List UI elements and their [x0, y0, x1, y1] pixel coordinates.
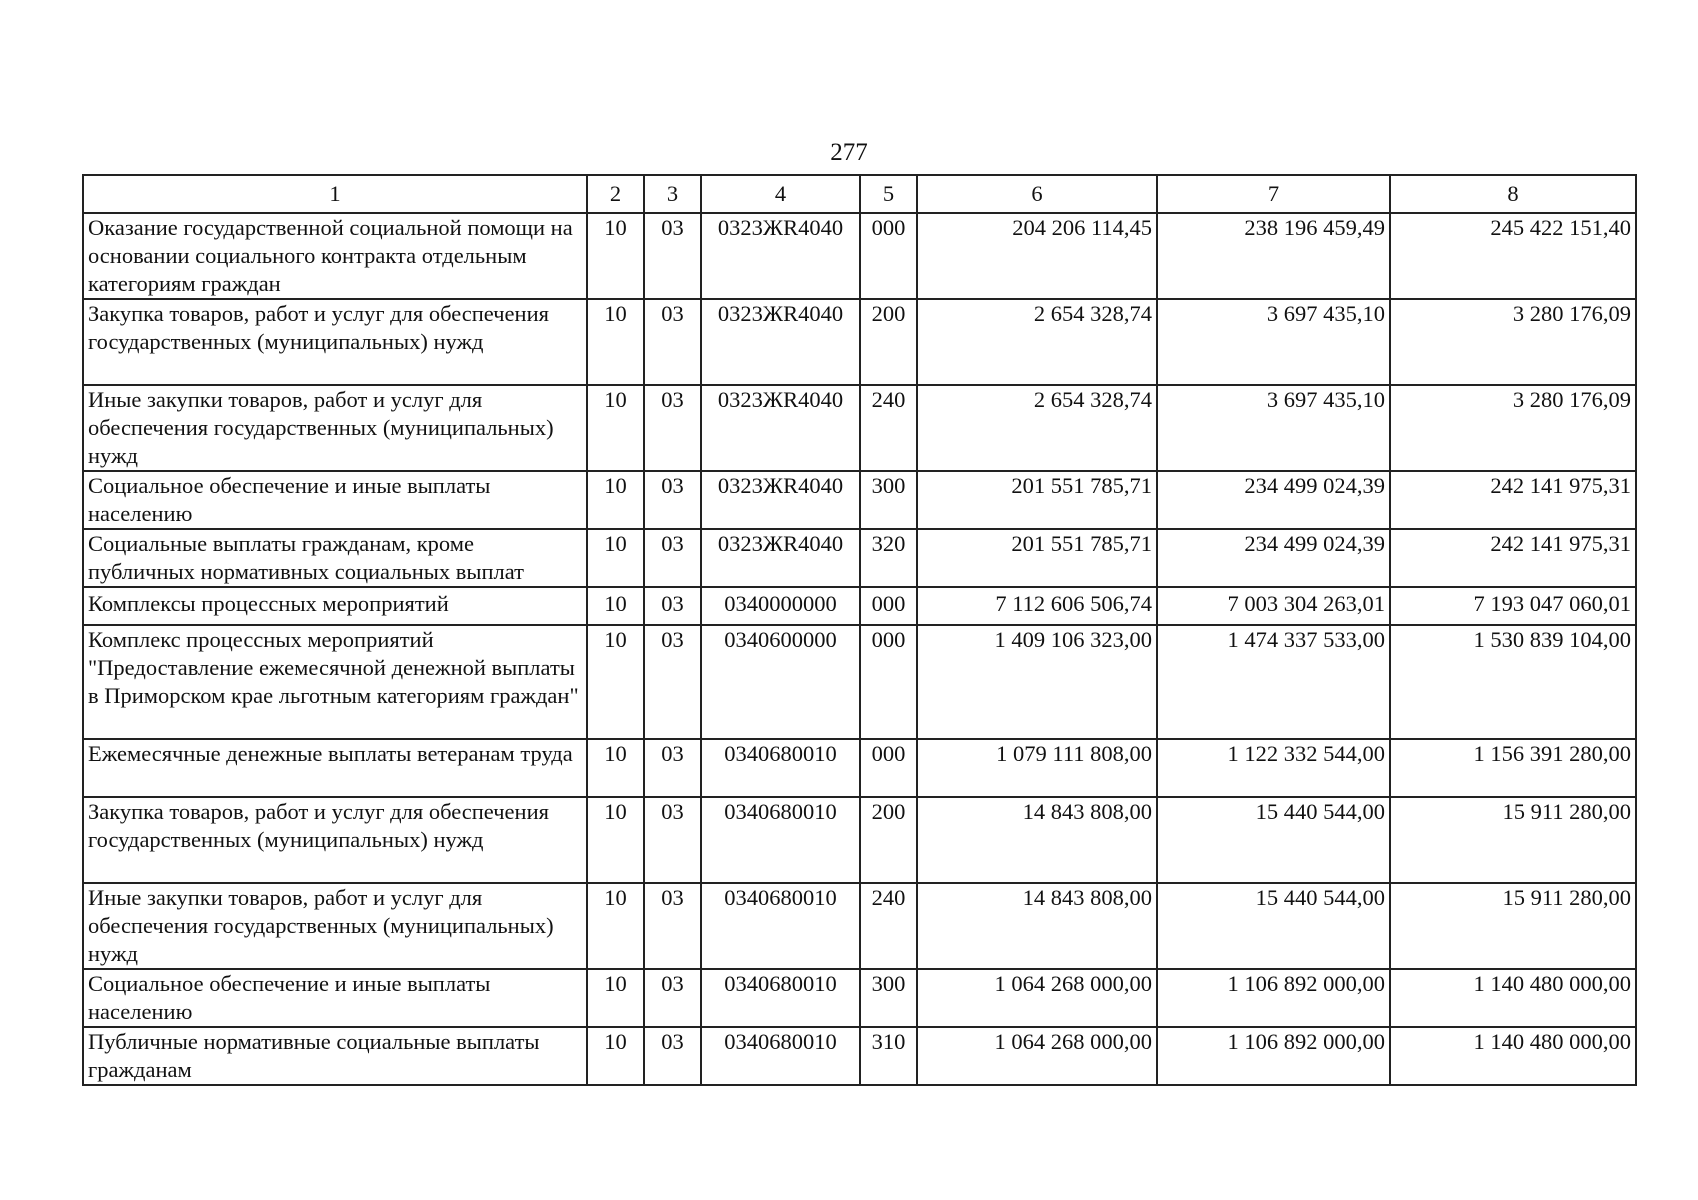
section-code: 10	[587, 797, 644, 883]
expense-type-code: 200	[860, 797, 917, 883]
amount-col-8: 3 280 176,09	[1390, 385, 1636, 471]
table-row	[83, 739, 1636, 797]
row-description: Иные закупки товаров, работ и услуг для обеспечения государственных (муниципальных) нужд	[83, 385, 587, 471]
target-article-code: 0340000000	[701, 587, 860, 625]
subsection-code: 03	[644, 529, 701, 587]
section-code: 10	[587, 385, 644, 471]
column-header-4: 4	[701, 175, 860, 213]
amount-col-7: 238 196 459,49	[1157, 213, 1390, 299]
table-row	[83, 883, 1636, 969]
expense-type-code: 000	[860, 739, 917, 797]
column-header-1: 1	[83, 175, 587, 213]
amount-col-7: 234 499 024,39	[1157, 529, 1390, 587]
amount-col-8: 7 193 047 060,01	[1390, 587, 1636, 625]
amount-col-6: 2 654 328,74	[917, 385, 1157, 471]
table-row	[83, 299, 1636, 385]
expense-type-code: 000	[860, 587, 917, 625]
row-description: Оказание государственной социальной помощи на основании социального контракта отдельным категориям граждан	[83, 213, 587, 299]
table-header-row	[83, 175, 1636, 213]
section-code: 10	[587, 587, 644, 625]
section-code: 10	[587, 883, 644, 969]
section-code: 10	[587, 213, 644, 299]
amount-col-6: 1 079 111 808,00	[917, 739, 1157, 797]
expense-type-code: 200	[860, 299, 917, 385]
table-row	[83, 1027, 1636, 1085]
expense-type-code: 300	[860, 969, 917, 1027]
expense-type-code: 240	[860, 883, 917, 969]
target-article-code: 0323ЖR4040	[701, 299, 860, 385]
section-code: 10	[587, 529, 644, 587]
target-article-code: 0323ЖR4040	[701, 529, 860, 587]
table-row	[83, 625, 1636, 739]
amount-col-7: 1 474 337 533,00	[1157, 625, 1390, 739]
amount-col-7: 7 003 304 263,01	[1157, 587, 1390, 625]
column-header-7: 7	[1157, 175, 1390, 213]
target-article-code: 0340680010	[701, 883, 860, 969]
amount-col-7: 1 122 332 544,00	[1157, 739, 1390, 797]
target-article-code: 0340680010	[701, 1027, 860, 1085]
target-article-code: 0323ЖR4040	[701, 471, 860, 529]
expense-type-code: 000	[860, 625, 917, 739]
subsection-code: 03	[644, 213, 701, 299]
row-description: Социальное обеспечение и иные выплаты населению	[83, 969, 587, 1027]
row-description: Ежемесячные денежные выплаты ветеранам труда	[83, 739, 587, 797]
amount-col-8: 1 156 391 280,00	[1390, 739, 1636, 797]
section-code: 10	[587, 625, 644, 739]
section-code: 10	[587, 969, 644, 1027]
amount-col-6: 14 843 808,00	[917, 797, 1157, 883]
target-article-code: 0340600000	[701, 625, 860, 739]
amount-col-7: 1 106 892 000,00	[1157, 969, 1390, 1027]
amount-col-8: 1 140 480 000,00	[1390, 969, 1636, 1027]
column-header-2: 2	[587, 175, 644, 213]
amount-col-8: 1 530 839 104,00	[1390, 625, 1636, 739]
page-number: 277	[830, 139, 868, 166]
section-code: 10	[587, 299, 644, 385]
column-header-8: 8	[1390, 175, 1636, 213]
amount-col-6: 7 112 606 506,74	[917, 587, 1157, 625]
column-header-5: 5	[860, 175, 917, 213]
target-article-code: 0323ЖR4040	[701, 213, 860, 299]
section-code: 10	[587, 1027, 644, 1085]
row-description: Комплекс процессных мероприятий "Предоставление ежемесячной денежной выплаты в Приморском крае льготным категориям граждан"	[83, 625, 587, 739]
subsection-code: 03	[644, 471, 701, 529]
table-row	[83, 471, 1636, 529]
amount-col-8: 242 141 975,31	[1390, 529, 1636, 587]
amount-col-6: 2 654 328,74	[917, 299, 1157, 385]
expense-type-code: 310	[860, 1027, 917, 1085]
target-article-code: 0340680010	[701, 739, 860, 797]
subsection-code: 03	[644, 797, 701, 883]
amount-col-6: 1 064 268 000,00	[917, 969, 1157, 1027]
row-description: Закупка товаров, работ и услуг для обеспечения государственных (муниципальных) нужд	[83, 299, 587, 385]
table-row	[83, 385, 1636, 471]
amount-col-8: 1 140 480 000,00	[1390, 1027, 1636, 1085]
section-code: 10	[587, 739, 644, 797]
target-article-code: 0323ЖR4040	[701, 385, 860, 471]
amount-col-6: 201 551 785,71	[917, 471, 1157, 529]
subsection-code: 03	[644, 1027, 701, 1085]
amount-col-6: 1 064 268 000,00	[917, 1027, 1157, 1085]
amount-col-7: 1 106 892 000,00	[1157, 1027, 1390, 1085]
row-description: Комплексы процессных мероприятий	[83, 587, 587, 625]
row-description: Публичные нормативные социальные выплаты гражданам	[83, 1027, 587, 1085]
subsection-code: 03	[644, 739, 701, 797]
amount-col-7: 3 697 435,10	[1157, 385, 1390, 471]
column-header-3: 3	[644, 175, 701, 213]
expense-type-code: 240	[860, 385, 917, 471]
subsection-code: 03	[644, 299, 701, 385]
amount-col-6: 204 206 114,45	[917, 213, 1157, 299]
target-article-code: 0340680010	[701, 797, 860, 883]
subsection-code: 03	[644, 625, 701, 739]
target-article-code: 0340680010	[701, 969, 860, 1027]
subsection-code: 03	[644, 883, 701, 969]
amount-col-8: 15 911 280,00	[1390, 797, 1636, 883]
amount-col-7: 15 440 544,00	[1157, 883, 1390, 969]
amount-col-7: 15 440 544,00	[1157, 797, 1390, 883]
table-row	[83, 529, 1636, 587]
amount-col-8: 3 280 176,09	[1390, 299, 1636, 385]
table-row	[83, 969, 1636, 1027]
subsection-code: 03	[644, 587, 701, 625]
column-header-6: 6	[917, 175, 1157, 213]
expense-type-code: 000	[860, 213, 917, 299]
expense-type-code: 320	[860, 529, 917, 587]
amount-col-8: 242 141 975,31	[1390, 471, 1636, 529]
table-row	[83, 587, 1636, 625]
amount-col-7: 3 697 435,10	[1157, 299, 1390, 385]
expense-type-code: 300	[860, 471, 917, 529]
section-code: 10	[587, 471, 644, 529]
row-description: Закупка товаров, работ и услуг для обеспечения государственных (муниципальных) нужд	[83, 797, 587, 883]
subsection-code: 03	[644, 969, 701, 1027]
table-row	[83, 797, 1636, 883]
amount-col-7: 234 499 024,39	[1157, 471, 1390, 529]
amount-col-6: 1 409 106 323,00	[917, 625, 1157, 739]
amount-col-6: 201 551 785,71	[917, 529, 1157, 587]
row-description: Иные закупки товаров, работ и услуг для обеспечения государственных (муниципальных) нужд	[83, 883, 587, 969]
row-description: Социальное обеспечение и иные выплаты населению	[83, 471, 587, 529]
row-description: Социальные выплаты гражданам, кроме публичных нормативных социальных выплат	[83, 529, 587, 587]
amount-col-6: 14 843 808,00	[917, 883, 1157, 969]
subsection-code: 03	[644, 385, 701, 471]
table-row	[83, 213, 1636, 299]
amount-col-8: 15 911 280,00	[1390, 883, 1636, 969]
amount-col-8: 245 422 151,40	[1390, 213, 1636, 299]
budget-table	[82, 174, 1637, 1086]
